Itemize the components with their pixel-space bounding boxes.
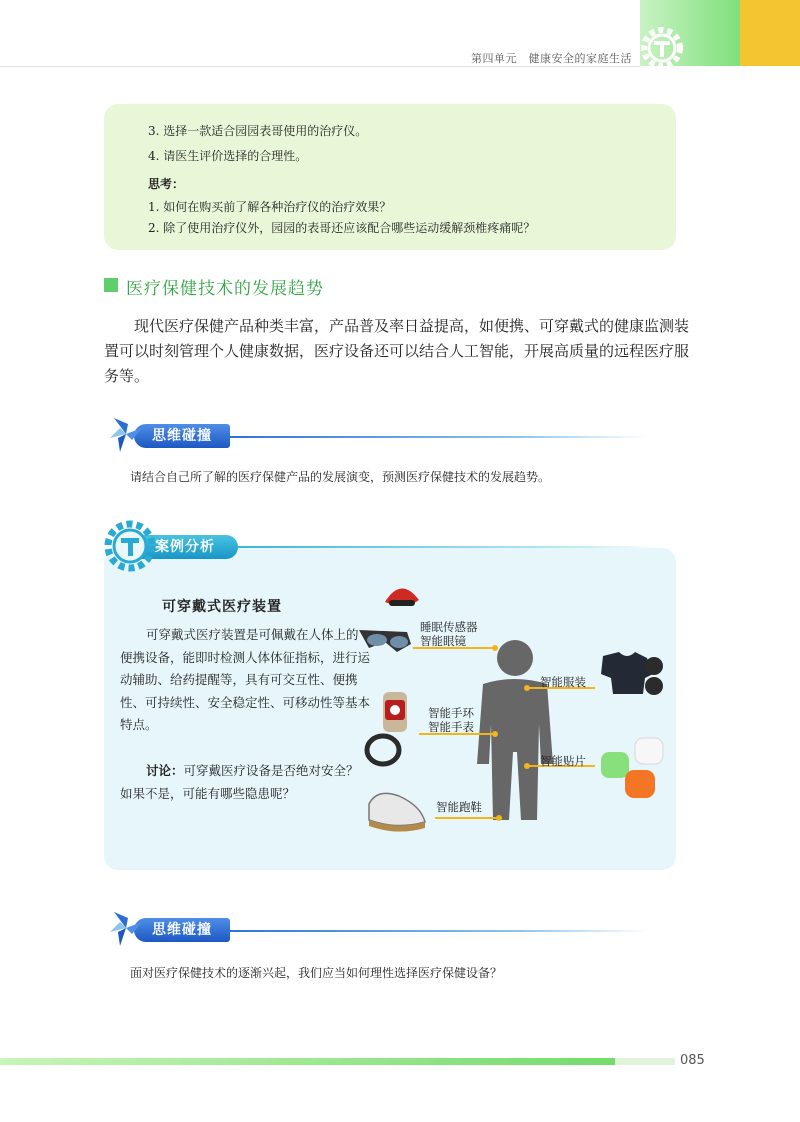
label-smart-watch: 智能手表 bbox=[428, 720, 474, 734]
question-1: 1. 如何在购买前了解各种治疗仪的治疗效果？ bbox=[148, 200, 392, 214]
pinwheel-icon bbox=[108, 414, 144, 454]
label-smart-band: 智能手环 bbox=[428, 706, 474, 720]
label-smart-clothing: 智能服装 bbox=[540, 675, 586, 689]
label-smart-glasses: 智能眼镜 bbox=[420, 634, 466, 648]
banner-line bbox=[218, 436, 648, 438]
think-2-text: 面对医疗保健技术的逐渐兴起，我们应当如何理性选择医疗保健设备？ bbox=[130, 966, 503, 980]
wearable-devices-illustration bbox=[355, 574, 675, 854]
banner-line bbox=[218, 930, 648, 932]
discussion-text: 可穿戴医疗设备是否绝对安全？如果不是，可能有哪些隐患呢？ bbox=[120, 763, 359, 801]
smart-glasses-icon bbox=[359, 630, 411, 652]
footer-bar bbox=[0, 1058, 615, 1065]
smart-watch-icon bbox=[383, 692, 407, 732]
page-number: 085 bbox=[680, 1053, 705, 1068]
step-4: 4. 请医生评价选择的合理性。 bbox=[148, 149, 308, 163]
activity-steps-box bbox=[104, 104, 676, 250]
think-banner-1 bbox=[108, 414, 648, 454]
gear-icon bbox=[102, 518, 158, 574]
label-smart-shoes: 智能跑鞋 bbox=[436, 800, 482, 814]
footer-bar-end bbox=[615, 1058, 675, 1065]
sleep-sensor-icon bbox=[385, 588, 419, 606]
label-sleep-sensor: 睡眠传感器 bbox=[420, 620, 478, 634]
smart-clothing-icon bbox=[601, 652, 663, 695]
case-paragraph: 可穿戴式医疗装置是可佩戴在人体上的便携设备，能即时检测人体体征指标，进行运动辅助、给药提醒等，具有可交互性、便携性、可持续性、安全稳定性、可移动性等基本特点。 bbox=[120, 627, 371, 732]
think-1-text: 请结合自己所了解的医疗保健产品的发展演变，预测医疗保健技术的发展趋势。 bbox=[130, 470, 551, 484]
smart-patch-icon bbox=[601, 738, 663, 798]
smart-band-icon bbox=[367, 736, 399, 764]
section-paragraph: 现代医疗保健产品种类丰富，产品普及率日益提高，如便携、可穿戴式的健康监测装置可以时刻管理个人健康数据，医疗设备还可以结合人工智能，开展高质量的远程医疗服务等。 bbox=[104, 317, 690, 385]
think-banner-2 bbox=[108, 908, 648, 948]
unit-title: 第四单元 健康安全的家庭生活 bbox=[471, 52, 632, 65]
step-3: 3. 选择一款适合园园表哥使用的治疗仪。 bbox=[148, 124, 368, 138]
section-title: 医疗保健技术的发展趋势 bbox=[126, 279, 324, 299]
header-yellow-block bbox=[740, 0, 800, 66]
think-heading: 思考： bbox=[148, 177, 185, 191]
question-2: 2. 除了使用治疗仪外，园园的表哥还应该配合哪些运动缓解颈椎疼痛呢？ bbox=[148, 221, 536, 235]
case-banner-label: 案例分析 bbox=[132, 535, 238, 559]
banner-label: 思维碰撞 bbox=[134, 918, 230, 942]
smart-shoes-icon bbox=[369, 793, 425, 831]
case-banner-line bbox=[220, 546, 660, 548]
section-marker bbox=[104, 278, 118, 292]
pinwheel-icon bbox=[108, 908, 144, 948]
human-figure bbox=[477, 640, 553, 820]
header-divider bbox=[0, 66, 640, 67]
case-discussion bbox=[120, 760, 370, 805]
discussion-label: 讨论： bbox=[146, 763, 184, 778]
banner-label: 思维碰撞 bbox=[134, 424, 230, 448]
label-smart-patch: 智能贴片 bbox=[540, 754, 586, 768]
gear-logo-icon bbox=[636, 22, 690, 66]
case-title: 可穿戴式医疗装置 bbox=[162, 599, 282, 615]
